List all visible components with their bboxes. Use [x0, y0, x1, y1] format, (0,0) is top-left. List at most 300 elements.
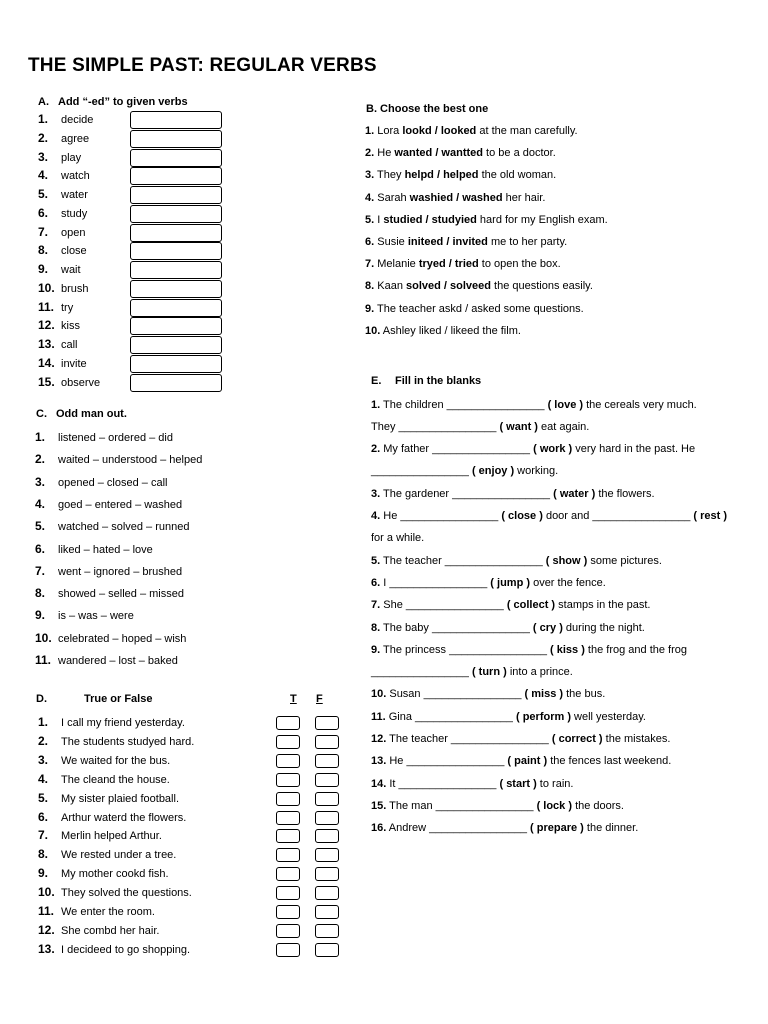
section-a-title: Add “-ed” to given verbs — [58, 96, 188, 108]
item-number: 6. — [371, 576, 381, 589]
odd-man-out-item — [35, 542, 153, 557]
sentence-fragment[interactable]: The man ________________ — [386, 799, 537, 812]
answer-box[interactable] — [130, 167, 222, 185]
sentence-fragment: stamps in the past. — [555, 599, 651, 612]
true-checkbox[interactable] — [276, 811, 300, 825]
verb-hint: ( perform ) — [515, 710, 571, 723]
answer-box[interactable] — [130, 317, 222, 335]
item-number: 3. — [35, 474, 46, 489]
sentence-fragment[interactable]: The baby ________________ — [380, 621, 533, 634]
item-number: 4. — [35, 496, 46, 511]
item-number: 5. — [371, 554, 381, 567]
verb-hint: ( correct ) — [551, 733, 603, 745]
fill-blank-line — [371, 754, 671, 768]
answer-box[interactable] — [130, 224, 222, 242]
statement-text: My mother cookd fish. — [61, 868, 169, 881]
fill-blank-line — [371, 665, 573, 679]
true-checkbox[interactable] — [276, 867, 300, 881]
word-group[interactable]: went – ignored – brushed — [58, 565, 183, 578]
item-number: 3. — [38, 752, 49, 767]
answer-box[interactable] — [130, 111, 222, 129]
word-group[interactable]: watched – solved – runned — [58, 521, 190, 534]
sentence-fragment[interactable]: He ________________ — [380, 510, 502, 522]
sentence-fragment: the frog and the frog — [584, 643, 688, 656]
item-number: 1. — [371, 398, 381, 411]
sentence-fragment[interactable]: door and ________________ — [542, 510, 694, 522]
verb-hint: ( water ) — [553, 487, 596, 500]
sentence-fragment[interactable]: Gina ________________ — [385, 710, 516, 723]
verb-text: watch — [61, 170, 90, 183]
item-number: 10. — [35, 630, 52, 645]
sentence-fragment: the dinner. — [583, 822, 639, 835]
verb-item — [38, 112, 93, 127]
item-number: 10. — [38, 280, 55, 295]
choice-item — [365, 191, 545, 205]
item-number: 10. — [365, 324, 381, 337]
answer-box[interactable] — [130, 130, 222, 148]
sentence-fragment: the fences last weekend. — [547, 755, 672, 768]
true-false-item — [38, 810, 186, 825]
verb-hint: ( enjoy ) — [471, 465, 515, 478]
verb-hint: ( close ) — [501, 510, 543, 522]
verb-hint: ( collect ) — [506, 599, 556, 612]
false-checkbox[interactable] — [315, 829, 339, 843]
item-number: 9. — [365, 302, 375, 315]
word-group[interactable]: wandered – lost – baked — [58, 655, 178, 667]
false-checkbox[interactable] — [315, 886, 339, 900]
item-number: 6. — [38, 809, 49, 824]
item-number: 2. — [35, 452, 46, 467]
choice-item — [365, 257, 561, 271]
statement-text: She combd her hair. — [61, 924, 160, 937]
sentence-fragment: for a while. — [371, 532, 425, 545]
item-number: 2. — [371, 443, 381, 456]
item-number: 9. — [38, 262, 49, 276]
verb-hint: ( cry ) — [532, 621, 563, 634]
true-checkbox[interactable] — [276, 905, 300, 919]
word-group[interactable]: listened – ordered – did — [58, 432, 173, 444]
word-group[interactable]: waited – understood – helped — [58, 454, 203, 467]
sentence-fragment[interactable]: It ________________ — [386, 777, 500, 790]
sentence-fragment: the flowers. — [595, 487, 655, 500]
false-checkbox[interactable] — [315, 773, 339, 787]
item-number: 4. — [38, 168, 49, 183]
sentence-end: to open the box. — [478, 258, 561, 271]
sentence-fragment: very hard in the past. He — [572, 443, 696, 456]
statement-text: The students studyed hard. — [61, 735, 195, 748]
section-b-heading: B. Choose the best one — [366, 103, 489, 115]
sentence-fragment[interactable]: ________________ — [371, 465, 472, 478]
true-false-item — [38, 904, 155, 919]
item-number: 13. — [38, 941, 55, 956]
true-checkbox[interactable] — [276, 792, 300, 806]
sentence-fragment[interactable]: She ________________ — [380, 599, 507, 612]
answer-box[interactable] — [130, 299, 222, 317]
statement-text: I decideed to go shopping. — [61, 943, 191, 956]
sentence-end: to be a doctor. — [483, 147, 556, 160]
section-e-letter: E. — [371, 375, 382, 387]
false-checkbox[interactable] — [315, 735, 339, 749]
item-number: 12. — [371, 733, 387, 745]
item-number: 8. — [38, 847, 49, 862]
sentence-fragment[interactable]: The teacher ________________ — [386, 733, 552, 745]
choice-options[interactable]: initeed / invited — [407, 236, 488, 248]
sentence-fragment: to rain. — [536, 777, 574, 790]
item-number: 15. — [38, 374, 55, 389]
odd-man-out-item — [35, 653, 178, 668]
verb-item — [38, 243, 87, 258]
section-a-letter: A. — [38, 96, 49, 108]
verb-item — [38, 281, 89, 296]
fill-blank-line — [371, 687, 605, 701]
verb-item — [38, 206, 87, 221]
item-number: 5. — [38, 790, 49, 805]
answer-box[interactable] — [130, 355, 222, 373]
item-number: 14. — [371, 777, 387, 790]
item-number: 7. — [35, 563, 46, 578]
verb-hint: ( turn ) — [471, 666, 507, 679]
true-false-item — [38, 923, 159, 938]
item-number: 1. — [35, 430, 46, 444]
sentence-start: Sarah — [374, 191, 410, 204]
sentence-start: Lora — [374, 125, 403, 137]
fill-blank-line — [371, 531, 424, 545]
item-number: 1. — [38, 715, 49, 729]
sentence-end: hard for my English exam. — [476, 213, 608, 226]
choice-item — [365, 302, 584, 316]
verb-text: study — [61, 207, 88, 220]
page-title: THE SIMPLE PAST: REGULAR VERBS — [28, 55, 377, 76]
choice-item — [365, 235, 567, 249]
sentence-start: I — [374, 213, 384, 226]
item-number: 6. — [35, 541, 46, 556]
verb-hint: ( kiss ) — [550, 643, 585, 656]
word-group[interactable]: is – was – were — [58, 610, 134, 623]
false-column-header: F — [316, 693, 323, 705]
true-checkbox[interactable] — [276, 735, 300, 749]
verb-text: invite — [61, 357, 87, 370]
section-d-heading — [36, 693, 152, 705]
item-number: 8. — [365, 280, 375, 293]
verb-item — [38, 168, 90, 183]
item-number: 4. — [371, 510, 381, 522]
item-number: 5. — [365, 213, 375, 226]
choice-options[interactable]: wanted / wantted — [394, 147, 483, 160]
item-number: 6. — [38, 205, 49, 220]
sentence-fragment[interactable]: I ________________ — [380, 576, 491, 589]
answer-box[interactable] — [130, 280, 222, 298]
choice-item — [365, 213, 608, 227]
sentence-fragment[interactable]: He ________________ — [386, 755, 508, 768]
verb-hint: ( show ) — [545, 554, 588, 567]
item-number: 12. — [38, 318, 55, 333]
verb-item — [38, 150, 81, 165]
item-number: 15. — [371, 799, 387, 812]
true-checkbox[interactable] — [276, 943, 300, 957]
word-group[interactable]: goed – entered – washed — [58, 498, 183, 511]
true-false-item — [38, 847, 176, 862]
fill-blank-line — [371, 777, 573, 791]
answer-box[interactable] — [130, 149, 222, 167]
answer-box[interactable] — [130, 336, 222, 354]
false-checkbox[interactable] — [315, 867, 339, 881]
verb-hint: ( miss ) — [524, 688, 564, 701]
verb-hint: ( love ) — [547, 398, 584, 411]
false-checkbox[interactable] — [315, 924, 339, 938]
sentence-start: They — [374, 169, 405, 182]
word-group[interactable]: celebrated – hoped – wish — [58, 632, 187, 645]
item-number: 6. — [365, 236, 375, 248]
verb-hint: ( work ) — [533, 443, 573, 456]
item-number: 7. — [38, 828, 49, 843]
fill-blank-line — [371, 509, 727, 523]
item-number: 11. — [371, 710, 386, 723]
verb-text: water — [61, 189, 88, 201]
true-checkbox[interactable] — [276, 716, 300, 730]
verb-item — [38, 187, 88, 202]
true-checkbox[interactable] — [276, 886, 300, 900]
fill-blank-line — [371, 621, 645, 635]
odd-man-out-item — [35, 430, 173, 445]
item-number: 7. — [38, 224, 49, 239]
sentence-end: me to her party. — [487, 236, 568, 248]
verb-text: call — [61, 339, 78, 351]
statement-text: We enter the room. — [61, 906, 155, 918]
odd-man-out-item — [35, 452, 202, 467]
answer-box[interactable] — [130, 186, 222, 204]
verb-hint: ( paint ) — [507, 755, 548, 768]
choice-options[interactable]: studied / studyied — [383, 213, 477, 226]
verb-text: kiss — [61, 320, 80, 333]
verb-text: wait — [61, 264, 81, 276]
verb-hint: ( prepare ) — [530, 822, 584, 835]
verb-item — [38, 318, 80, 333]
answer-box[interactable] — [130, 261, 222, 279]
fill-blank-line — [371, 442, 695, 456]
item-number: 9. — [35, 608, 46, 623]
sentence-fragment: the bus. — [563, 688, 606, 701]
word-group[interactable]: opened – closed – call — [58, 476, 168, 489]
item-number: 8. — [371, 621, 381, 634]
false-checkbox[interactable] — [315, 943, 339, 957]
item-number: 7. — [365, 258, 375, 271]
item-number: 13. — [371, 755, 387, 768]
odd-man-out-item — [35, 564, 182, 579]
verb-text: play — [61, 151, 82, 164]
word-group[interactable]: liked – hated – love — [58, 543, 153, 556]
verb-hint: ( lock ) — [536, 799, 573, 812]
sentence-fragment[interactable]: The gardener ________________ — [380, 487, 554, 500]
item-number: 13. — [38, 337, 55, 351]
true-false-item — [38, 942, 190, 957]
odd-man-out-item — [35, 608, 134, 623]
choice-options[interactable]: tryed / tried — [418, 258, 479, 271]
true-false-item — [38, 866, 169, 881]
verb-hint: ( rest ) — [693, 510, 727, 522]
verb-text: observe — [61, 376, 101, 389]
true-checkbox[interactable] — [276, 773, 300, 787]
fill-blank-line — [371, 420, 589, 434]
true-false-item — [38, 772, 170, 787]
item-number: 11. — [38, 904, 55, 918]
item-number: 10. — [38, 885, 55, 900]
sentence-end: her hair. — [502, 191, 546, 204]
sentence-fragment[interactable]: Andrew ________________ — [386, 822, 531, 835]
true-checkbox[interactable] — [276, 829, 300, 843]
sentence-fragment[interactable]: Susan ________________ — [386, 688, 525, 701]
verb-item — [38, 356, 87, 371]
false-checkbox[interactable] — [315, 716, 339, 730]
item-number: 12. — [38, 922, 55, 937]
choice-options[interactable]: lookd / looked — [402, 125, 477, 137]
item-number: 10. — [371, 688, 387, 701]
choice-item — [365, 279, 593, 293]
statement-text: Arthur waterd the flowers. — [61, 811, 187, 824]
sentence-end: at the man carefully. — [476, 125, 578, 137]
sentence-fragment: the mistakes. — [602, 733, 671, 745]
verb-hint: ( start ) — [499, 777, 537, 790]
section-e-title: Fill in the blanks — [395, 375, 482, 387]
false-checkbox[interactable] — [315, 905, 339, 919]
answer-box[interactable] — [130, 205, 222, 223]
statement-text: My sister plaied football. — [61, 792, 179, 805]
choice-options[interactable]: washied / washed — [409, 191, 503, 204]
sentence-fragment: some pictures. — [587, 554, 662, 567]
choice-options[interactable]: solved / solveed — [406, 280, 491, 293]
false-checkbox[interactable] — [315, 792, 339, 806]
odd-man-out-item — [35, 497, 182, 512]
true-false-item — [38, 734, 194, 749]
verb-text: brush — [61, 282, 89, 295]
item-number: 9. — [371, 643, 381, 656]
verb-hint: ( want ) — [499, 420, 538, 433]
verb-text: decide — [61, 114, 94, 126]
true-false-item — [38, 791, 179, 806]
answer-box[interactable] — [130, 242, 222, 260]
item-number: 7. — [371, 599, 381, 612]
fill-blank-line — [371, 487, 655, 501]
true-false-item — [38, 885, 192, 900]
verb-item — [38, 337, 78, 352]
sentence-fragment[interactable]: The princess ________________ — [380, 643, 551, 656]
sentence-end: the questions easily. — [490, 280, 593, 293]
section-a-heading — [38, 96, 188, 108]
sentence-start: Susie — [374, 236, 408, 248]
item-number: 9. — [38, 866, 49, 881]
sentence-fragment: well yesterday. — [570, 710, 646, 723]
sentence-fragment[interactable]: The children ________________ — [380, 398, 548, 411]
sentence-end: the old woman. — [478, 169, 557, 182]
sentence-fragment[interactable]: They ________________ — [371, 420, 500, 433]
verb-text: open — [61, 226, 86, 239]
sentence-fragment: over the fence. — [530, 576, 606, 589]
sentence-start: He — [374, 147, 395, 160]
word-group[interactable]: showed – selled – missed — [58, 588, 184, 601]
sentence-fragment: working. — [514, 465, 559, 478]
choice-item — [365, 168, 556, 182]
section-e-heading — [371, 375, 481, 387]
true-checkbox[interactable] — [276, 924, 300, 938]
false-checkbox[interactable] — [315, 848, 339, 862]
choice-item — [365, 146, 556, 160]
item-number: 4. — [38, 771, 49, 786]
section-d-title: True or False — [84, 693, 153, 705]
true-column-header: T — [290, 693, 297, 705]
item-number: 4. — [365, 191, 375, 204]
fill-blank-line — [371, 554, 662, 568]
answer-box[interactable] — [130, 374, 222, 392]
statement-text: I call my friend yesterday. — [61, 717, 185, 729]
item-number: 5. — [38, 187, 49, 201]
sentence-fragment: eat again. — [537, 420, 590, 433]
odd-man-out-item — [35, 631, 186, 646]
fill-blank-line — [371, 598, 651, 612]
statement-text: They solved the questions. — [61, 887, 192, 900]
item-number: 1. — [365, 125, 375, 137]
sentence-fragment: during the night. — [562, 621, 645, 634]
sentence-fragment: into a prince. — [506, 666, 573, 679]
true-false-item — [38, 715, 185, 730]
true-checkbox[interactable] — [276, 754, 300, 768]
verb-hint: ( jump ) — [490, 576, 531, 589]
item-number: 2. — [38, 130, 49, 145]
statement-text: We rested under a tree. — [61, 849, 177, 862]
choice-item — [365, 124, 578, 138]
fill-blank-line — [371, 799, 624, 813]
verb-item — [38, 300, 73, 315]
fill-blank-line — [371, 710, 646, 724]
false-checkbox[interactable] — [315, 811, 339, 825]
item-number: 5. — [35, 519, 46, 534]
odd-man-out-item — [35, 519, 189, 534]
statement-text: Merlin helped Arthur. — [61, 830, 162, 843]
sentence-start: Ashley liked / likeed the film. — [380, 324, 521, 337]
item-number: 11. — [35, 653, 52, 667]
section-c-heading — [36, 408, 127, 420]
choice-options[interactable]: helpd / helped — [404, 169, 479, 182]
sentence-start: The teacher askd / asked some questions. — [374, 302, 584, 315]
fill-blank-line — [371, 732, 670, 746]
fill-blank-line — [371, 821, 638, 835]
sentence-fragment[interactable]: My father ________________ — [380, 443, 534, 456]
sentence-fragment: the doors. — [572, 799, 624, 812]
item-number: 2. — [365, 147, 375, 160]
verb-text: close — [61, 245, 87, 258]
sentence-fragment: the cereals very much. — [583, 398, 697, 411]
verb-item — [38, 262, 81, 277]
sentence-start: Melanie — [374, 258, 419, 271]
true-false-item — [38, 828, 162, 843]
choice-item — [365, 324, 521, 338]
verb-item — [38, 131, 89, 146]
fill-blank-line — [371, 576, 606, 590]
item-number: 8. — [35, 586, 46, 601]
false-checkbox[interactable] — [315, 754, 339, 768]
verb-text: agree — [61, 132, 90, 145]
odd-man-out-item — [35, 475, 167, 490]
sentence-fragment[interactable]: The teacher ________________ — [380, 554, 546, 567]
section-d-letter: D. — [36, 693, 47, 705]
true-checkbox[interactable] — [276, 848, 300, 862]
true-false-item — [38, 753, 170, 768]
item-number: 11. — [38, 299, 55, 314]
verb-item — [38, 225, 85, 240]
verb-item — [38, 375, 100, 390]
statement-text: We waited for the bus. — [61, 754, 171, 767]
item-number: 8. — [38, 243, 49, 258]
sentence-fragment[interactable]: ________________ — [371, 666, 472, 679]
odd-man-out-item — [35, 586, 184, 601]
